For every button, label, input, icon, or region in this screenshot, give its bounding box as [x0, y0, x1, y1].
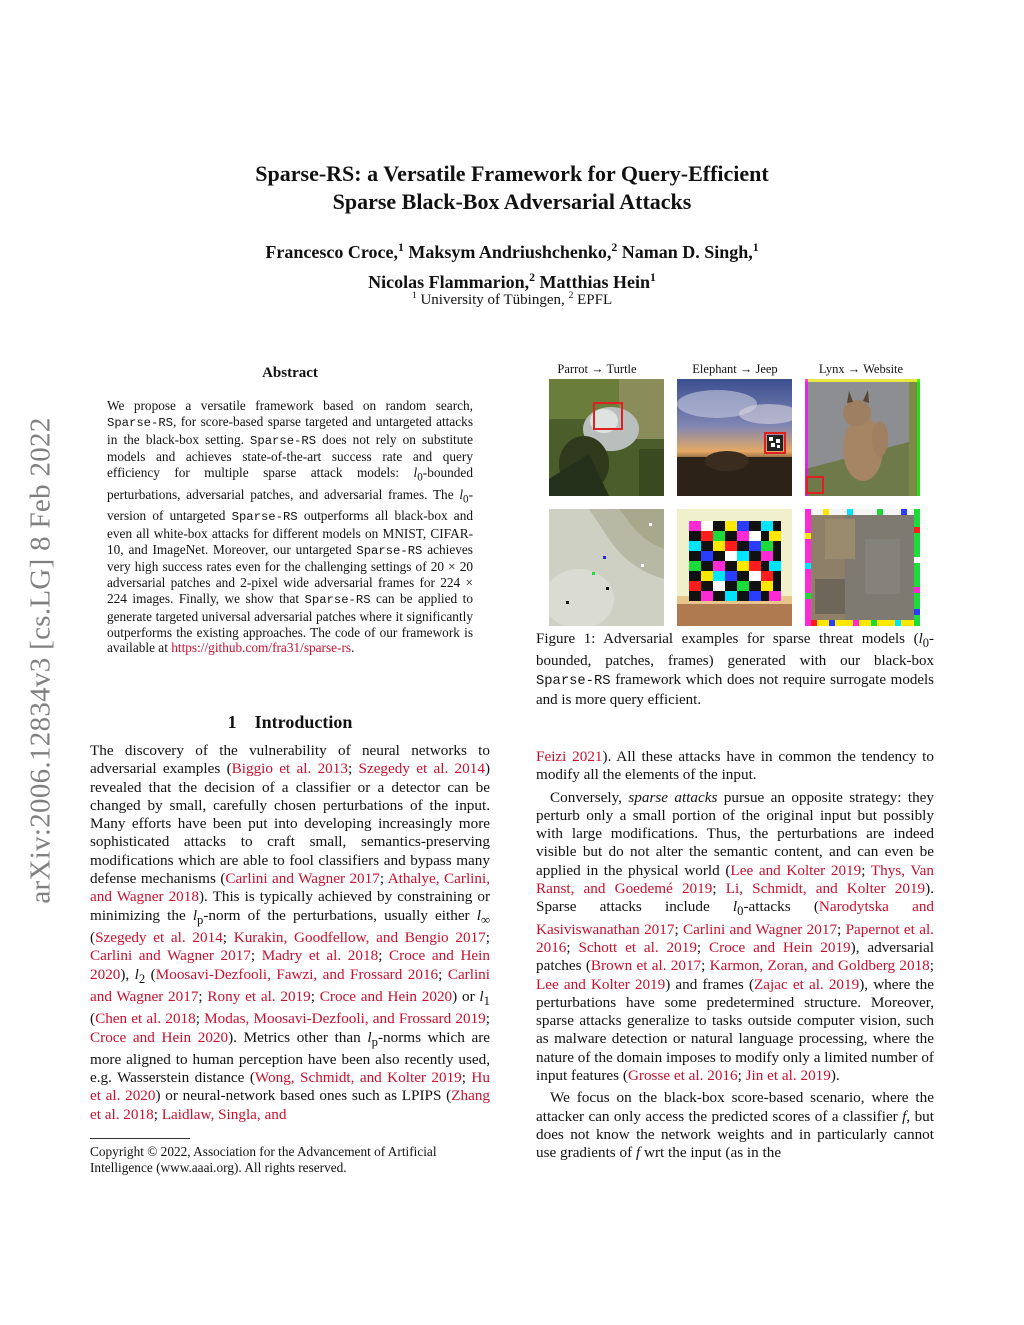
citation[interactable]: Rony et al. 2019: [207, 987, 311, 1005]
citation[interactable]: Szegedy et al. 2014: [95, 929, 223, 946]
author-flammarion: Nicolas Flammarion,: [368, 272, 530, 292]
author-list: Francesco Croce,$^1$ Maksym Andriushchenko,$^2$ Naman D. Singh,$^1$ Nicolas Flammarion,$^2$ Matthias Hein$^1$: [265, 241, 759, 292]
citation[interactable]: Grosse et al. 2016: [627, 1067, 738, 1085]
parrot-zoom-image: [549, 509, 664, 626]
citation[interactable]: Biggio et al. 2013: [231, 760, 348, 778]
right-column-text: [536, 748, 934, 1163]
citation[interactable]: Chen et al. 2018: [95, 1010, 196, 1028]
citation[interactable]: Wong, Schmidt, and Kolter 2019: [254, 1069, 462, 1087]
citation[interactable]: Thys, Van Ranst, and Goedemé 2019: [536, 861, 934, 898]
citation[interactable]: Croce and Hein 2020: [90, 947, 490, 983]
citation[interactable]: Hu et al. 2020: [90, 1069, 490, 1105]
citation[interactable]: Carlini and Wagner 2017: [90, 965, 490, 1005]
parrot-image: [549, 379, 664, 496]
citation[interactable]: Jin et al. 2019: [745, 1067, 831, 1085]
citation[interactable]: Brown et al. 2017: [590, 957, 702, 975]
citation[interactable]: Lee and Kolter 2019: [730, 861, 862, 879]
elephant-image: [677, 379, 792, 496]
citation[interactable]: Li, Schmidt, and Kolter 2019: [725, 880, 926, 898]
paper-title: Sparse-RS: a Versatile Framework for Query-Efficient Sparse Black-Box Adversarial Attacks: [255, 161, 769, 214]
copyright-footnote: Copyright © 2022, Association for the Advancement of Artificial Intelligence (www.aaai.org). All rights reserved.: [90, 1144, 437, 1175]
citation[interactable]: Croce and Hein 2019: [709, 939, 851, 956]
citation[interactable]: Papernot et al. 2016: [536, 920, 934, 956]
abstract-heading: Abstract: [262, 365, 318, 381]
elephant-patch-zoom-image: [677, 509, 792, 626]
paragraph: Conversely, sparse attacks pursue an opposite strategy: they perturb only a small portion of the original input but possibly with large modifications. Thus, the perturbations are indeed visible but do not alter the semantic content, and can even be applied in the physical world (Lee and Kolter 2019; Thys, Van Ranst, and Goedemé 2019; Li, Schmidt, and Kolter 2019). Sparse attacks include $l_0$-attacks (Narodytska and Kasiviswanathan 2017; Carlini and Wagner 2017; Papernot et al. 2016; Schott et al. 2019; Croce and Hein 2019), adversarial patches (Brown et al. 2017; Karmon, Zoran, and Goldberg 2018; Lee and Kolter 2019) and frames (Zajac et al. 2019), where the perturbations have some predetermined structure. Moreover, sparse attacks generalize to tasks outside computer vision, such as malware detection or natural language processing, where the nature of the domain imposes to modify only a limited number of input features (Grosse et al. 2016; Jin et al. 2019).: [536, 788, 935, 1085]
label-parrot-turtle: Parrot → Turtle: [557, 362, 637, 376]
paragraph: Feizi 2021). All these attacks have in common the tendency to modify all the elements of the input.: [536, 748, 934, 784]
code-link[interactable]: https://github.com/fra31/sparse-rs: [171, 640, 352, 656]
introduction-paragraph: The discovery of the vulnerability of neural networks to adversarial examples (Biggio et al. 2013; Szegedy et al. 2014) revealed that the decision of a classifier or a detector can be changed by small, carefully chosen perturbations of the input. Many efforts have been put into developing increasingly more sophisticated attacks to craft small, semantics-preserving modifications which are able to fool classifiers and bypass many defense mechanisms (Carlini and Wagner 2017; Athalye, Carlini, and Wagner 2018). This is typically achieved by constraining or minimizing the $l_p$-norm of the perturbations, usually either $l_\infty$ (Szegedy et al. 2014; Kurakin, Goodfellow, and Bengio 2017; Carlini and Wagner 2017; Madry et al. 2018; Croce and Hein 2020), $l_2$ (Moosavi-Dezfooli, Fawzi, and Frossard 2016; Carlini and Wagner 2017; Rony et al. 2019; Croce and Hein 2020) or $l_1$ (Chen et al. 2018; Modas, Moosavi-Dezfooli, and Frossard 2019; Croce and Hein 2020). Metrics other than $l_p$-norms which are more aligned to human perception have been also recently used, e.g. Wasserstein distance (Wong, Schmidt, and Kolter 2019; Hu et al. 2020) or neural-network based ones such as LPIPS (Zhang et al. 2018; Laidlaw, Singla, and: [90, 742, 491, 1123]
label-elephant-jeep: Elephant → Jeep: [692, 362, 778, 376]
citation[interactable]: Lee and Kolter 2019: [536, 975, 666, 993]
citation[interactable]: Moosavi-Dezfooli, Fawzi, and Frossard 2016: [155, 965, 439, 983]
lynx-frame-zoom-image: [805, 509, 920, 626]
citation[interactable]: Szegedy et al. 2014: [358, 760, 485, 778]
author-singh: Naman D. Singh,: [621, 242, 753, 262]
citation[interactable]: Zhang et al. 2018: [90, 1087, 491, 1123]
author-andriushchenko: Maksym Andriushchenko,: [408, 242, 612, 262]
footnote-divider: [90, 1138, 190, 1139]
arxiv-identifier: arXiv:2006.12834v3 [cs.LG] 8 Feb 2022: [24, 416, 57, 904]
citation[interactable]: Feizi 2021: [536, 748, 603, 765]
citation[interactable]: Croce and Hein 2020: [90, 1028, 229, 1046]
affiliations: $^1$ University of Tübingen, $^2$ EPFL: [411, 290, 613, 308]
citation[interactable]: Carlini and Wagner 2017: [90, 947, 251, 965]
author-hein: Matthias Hein: [539, 272, 650, 292]
citation[interactable]: Modas, Moosavi-Dezfooli, and Frossard 2019: [204, 1010, 486, 1028]
citation[interactable]: Athalye, Carlini, and Wagner 2018: [90, 870, 490, 906]
lynx-image: [805, 379, 920, 496]
author-croce: Francesco Croce,: [265, 242, 398, 262]
citation[interactable]: Karmon, Zoran, and Goldberg 2018: [709, 957, 930, 975]
abstract-body: We propose a versatile framework based on random search, Sparse-RS, for score-based sparse targeted and untargeted attacks in the black-box setting. Sparse-RS does not rely on substitute models and achieves state-of-the-art success rate and query efficiency for multiple sparse attack models: $l_0$-bounded perturbations, adversarial patches, and adversarial frames. The $l_0$-version of untargeted Sparse-RS outperforms all black-box and even all white-box attacks for different models on MNIST, CIFAR-10, and ImageNet. Moreover, our untargeted Sparse-RS achieves very high success rates even for the challenging settings of 20 × 20 adversarial patches and 2-pixel wide adversarial frames for 224 × 224 images. Finally, we show that Sparse-RS can be applied to generate targeted universal adversarial patches where it significantly outperforms the existing approaches. The code of our framework is available at https://github.com/fra31/sparse-rs.: [107, 398, 473, 656]
citation[interactable]: Narodytska and Kasiviswanathan 2017: [536, 898, 935, 938]
citation[interactable]: Madry et al. 2018: [261, 947, 379, 965]
citation[interactable]: Carlini and Wagner 2017: [225, 870, 380, 888]
citation[interactable]: Zajac et al. 2019: [754, 975, 860, 993]
figure-1-caption: Figure 1: Adversarial examples for sparse threat models ($l_0$-bounded, patches, frames) generated with our black-box Sparse-RS framework which does not require surrogate models and is more query efficient.: [536, 631, 934, 708]
citation[interactable]: Croce and Hein 2020: [319, 987, 453, 1005]
citation[interactable]: Carlini and Wagner 2017: [683, 920, 838, 938]
citation[interactable]: Kurakin, Goodfellow, and Bengio 2017: [233, 929, 486, 946]
figure-column-labels: [536, 360, 934, 378]
citation[interactable]: Schott et al. 2019: [578, 939, 697, 956]
section-heading-introduction: 1 Introduction: [227, 712, 353, 732]
label-lynx-website: Lynx → Website: [818, 362, 904, 376]
paragraph: We focus on the black-box score-based scenario, where the attacker can only access the predicted scores of a classifier f, but does not know the network weights and in particularly cannot use gradients of f wrt the input (as in the: [536, 1089, 934, 1162]
citation[interactable]: Laidlaw, Singla, and: [161, 1105, 287, 1123]
